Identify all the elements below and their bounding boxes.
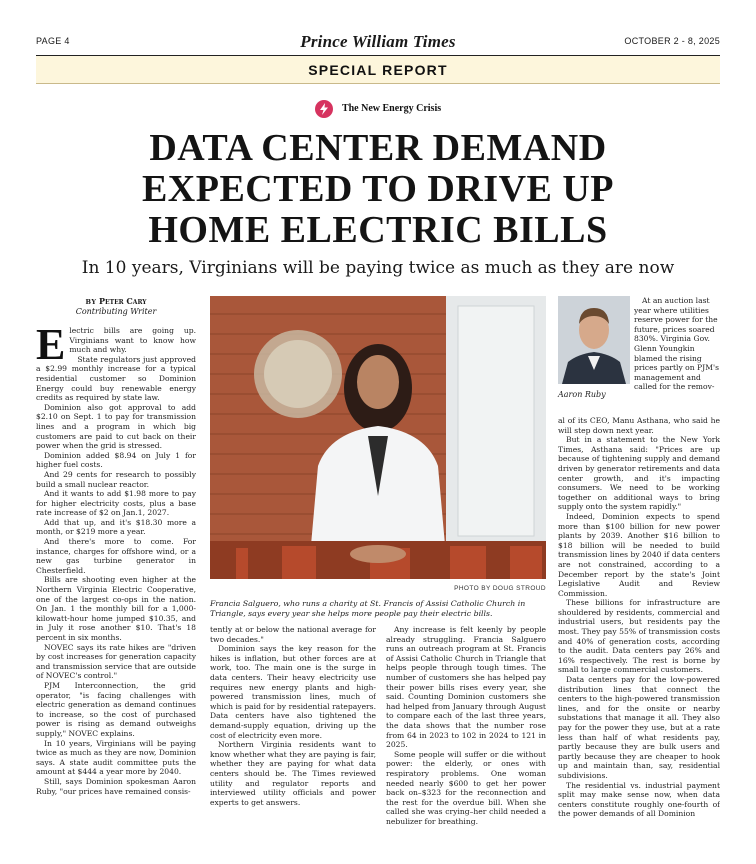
page-header <box>36 30 720 56</box>
article-column-1 <box>36 326 196 836</box>
paragraph: Some people will suffer or die without power: the elderly, or ones with respiratory problems. One woman needed nearly $600 to get her power back on–$323 for the reconnection and the rest for the overdue bill. When she called she was crying–her child needed a nebulizer for breathing. <box>386 749 546 826</box>
subheadline: In 10 years, Virginians will be paying twice as much as they are now <box>81 258 675 278</box>
paragraph: Dominion says the key reason for the hikes is inflation, but other forces are at work, too. The main one is the surge in data centers. Their heavy electricity use requires new energy plants and high-powered transmission lines, much of which is paid for by residential ratepayers. Data centers have also tightened the demand-supply equation, driving up the cost of electricity even more. <box>210 644 376 740</box>
series-label <box>0 98 756 120</box>
photo-credit: PHOTO BY DOUG STROUD <box>454 585 546 592</box>
paragraph: Any increase is felt keenly by people already struggling. Francia Salguero runs an outreach program at St. Francis of Assisi Catholic Church in Triangle that helps people through tough times. The number of customers she has helped pay their power bills rises every year, she said. Counting Dominion customers she had helped from January through August to compare each of the last three years, the data shows that the number rose from 64 in 2023 to 102 in 2024 to 121 in 2025. <box>386 625 546 750</box>
paragraph: Add that up, and it's $18.30 more a month, or $219 more a year. <box>36 517 196 537</box>
page-number: PAGE 4 <box>36 36 70 46</box>
paragraph: And it wants to add $1.98 more to pay for higher electricity costs, plus a base rate increase of $2 on Jan.1, 2027. <box>36 489 196 518</box>
paragraph: And there's more to come. For instance, charges for offshore wind, or a new gas turbine generator in Chesterfield. <box>36 537 196 575</box>
article-column-3 <box>386 625 546 836</box>
paragraph: Data centers pay for the low-powered distribution lines that connect the centers to the high-powered transmission lines, and for the onsite or nearby substations that manage it all. They also pay for the power they use, but at a rate less than half of what residents pay, partly because they are bulk users and partly because they are cheaper to hook up and maintain than, say, residential subdivisions. <box>558 675 720 780</box>
paragraph: State regulators just approved a $2.99 monthly increase for a typical residential customer so Dominion Energy could buy renewable energy credits as required by state law. <box>36 354 196 403</box>
paragraph: And 29 cents for research to possibly build a small nuclear reactor. <box>36 469 196 489</box>
lightning-bolt-icon <box>315 100 333 118</box>
author-role: Contributing Writer <box>75 307 157 316</box>
headline-line: EXPECTED TO DRIVE UP <box>141 168 615 210</box>
paragraph: Bills are shooting even higher at the Northern Virginia Electric Cooperative, one of the largest co-ops in the nation. On Jan. 1 the monthly bill for a 1,000-kilowatt-hour home jumped $10.35, and in July it rose another $10. That's 18 percent in six months. <box>36 575 196 642</box>
photo-caption: Francia Salguero, who runs a charity at St. Francis of Assisi Catholic Church in Triangle, says every year she helps more people pay their electric bills. <box>210 599 526 618</box>
headline-line: HOME ELECTRIC BILLS <box>148 209 608 251</box>
mugshot-photo[interactable] <box>558 296 630 384</box>
paragraph: The residential vs. industrial payment split may make sense now, when data centers constitute roughly one-fourth of the power demands of all Dominion <box>558 780 720 819</box>
paragraph: These billions for infrastructure are shouldered by residents, commercial and industrial users, but residents pay the most. They pay 55% of transmission costs and 40% of generation costs, according to the audit. Data centers pay 26% and 16% respectively. The rest is borne by small to large commercial customers. <box>558 598 720 675</box>
masthead[interactable]: Prince William Times <box>300 32 456 51</box>
paragraph: lectric bills are going up. Virginians want to know how much and why. <box>69 326 196 355</box>
byline-prefix: BY <box>85 298 97 306</box>
paragraph: Dominion added $8.94 on July 1 for higher fuel costs. <box>36 450 196 470</box>
byline <box>36 296 196 316</box>
headline <box>60 128 696 251</box>
issue-date: OCTOBER 2 - 8, 2025 <box>624 36 720 46</box>
paragraph: tently at or below the national average for two decades." <box>210 625 376 644</box>
series-title: The New Energy Crisis <box>341 103 442 114</box>
drop-cap: E <box>36 326 66 369</box>
headline-line: DATA CENTER DEMAND <box>149 127 607 169</box>
paragraph: Indeed, Dominion expects to spend more than $100 billion for new power plants by 2039. Another $16 billion to $18 billion will be needed to build transmission lines by 2040 if data centers are not constrained, according to a December report by the state's Joint Legislative Audit and Review Commission. <box>558 511 720 598</box>
article-column-4-top <box>634 296 719 416</box>
article-column-2 <box>210 625 376 836</box>
author-name: Peter Cary <box>99 296 147 306</box>
paragraph: al of its CEO, Manu Asthana, who said he will step down next year. <box>558 416 720 435</box>
paragraph: PJM Interconnection, the grid operator, "is facing challenges with electric generation as demand continues to increase, so the cost of purchased power is rising as demand outweighs supply," NOVEC explains. <box>36 680 196 738</box>
paragraph: Northern Virginia residents want to know whether what they are paying is fair, whether they are paying for what data centers should be. The Times reviewed utility and regulator reports and interviewed utility officials and power experts to get answers. <box>210 740 376 807</box>
mugshot-caption: Aaron Ruby <box>558 390 606 399</box>
paragraph: Still, says Dominion spokesman Aaron Ruby, "our prices have remained consis- <box>36 776 196 796</box>
main-photo[interactable] <box>210 296 546 579</box>
paragraph: But in a statement to the New York Times, Asthana said: "Prices are up because of tightening supply and demand driven by generator retirements and data center growth, and it's impacting consumers. We need to be working together on additional ways to bring supply onto the system rapidly." <box>558 435 720 512</box>
section-banner: SPECIAL REPORT <box>36 56 720 84</box>
paragraph: In 10 years, Virginians will be paying twice as much as they are now, Dominion says. A state audit committee puts the amount at $444 a year more by 2040. <box>36 738 196 777</box>
paragraph: NOVEC says its rate hikes are "driven by cost increases for generation capacity and transmission service that are outside of NOVEC's control." <box>36 642 196 681</box>
paragraph: At an auction last year where utilities reserve power for the future, prices soared 830%. Virginia Gov. Glenn Youngkin blamed the rising prices partly on PJM's management and called for the remov- <box>634 296 719 392</box>
article-column-4 <box>558 416 720 836</box>
paragraph: Dominion also got approval to add $2.10 on Sept. 1 to pay for transmission lines and a program in which big customers are paid to cut back on their power when the grid is stressed. <box>36 402 196 451</box>
